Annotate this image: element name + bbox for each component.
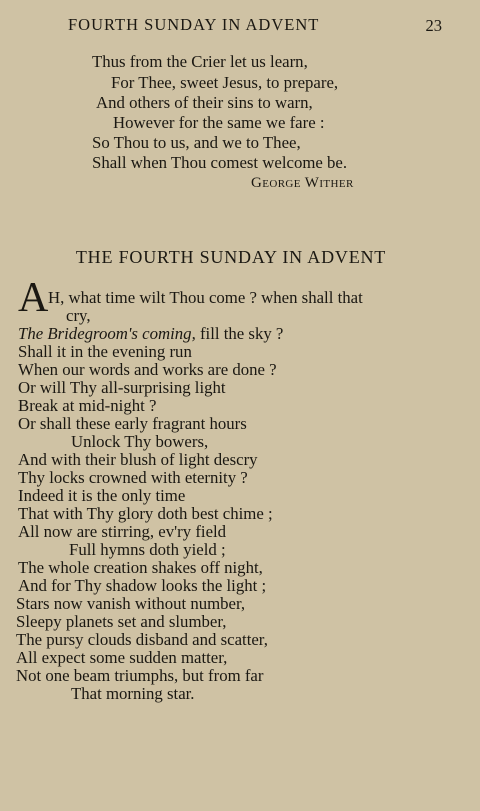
poem2-line: When our words and works are done ? <box>18 360 277 379</box>
poem2-line: The pursy clouds disband and scatter, <box>16 630 268 649</box>
poem2-first-line: H, what time wilt Thou come ? when shall that <box>48 288 363 307</box>
poem2-line-3-italic: The Bridegroom's coming, <box>18 324 196 343</box>
poem2-line: And with their blush of light descry <box>18 450 258 469</box>
poem2-line: Stars now vanish without number, <box>16 594 246 613</box>
poem2-line: All expect some sudden matter, <box>16 648 228 667</box>
poem2-line: Unlock Thy bowers, <box>71 432 209 451</box>
poem2-line: All now are stirring, ev'ry field <box>18 522 227 541</box>
section-title <box>0 247 420 268</box>
poem2-line-3-rest: fill the sky ? <box>195 324 284 343</box>
poem2-line: Full hymns doth yield ; <box>69 540 226 559</box>
poem1-line: And others of their sins to warn, <box>96 93 313 112</box>
poem2-line: Or will Thy all-surprising light <box>18 378 226 397</box>
section-title-text: THE FOURTH SUNDAY IN ADVENT <box>75 247 387 267</box>
poem2-line: And for Thy shadow looks the light ; <box>18 576 267 595</box>
poem2-line: Not one beam triumphs, but from far <box>16 666 264 685</box>
poem1-line: Thus from the Crier let us learn, <box>92 52 308 71</box>
poem2-line: Break at mid-night ? <box>18 396 157 415</box>
poem2-line: Or shall these early fragrant hours <box>18 414 247 433</box>
poem1-line: For Thee, sweet Jesus, to prepare, <box>111 73 339 92</box>
poem2-line: Sleepy planets set and slumber, <box>16 612 227 631</box>
poem2-line: That with Thy glory doth best chime ; <box>18 504 273 523</box>
poem2-first-line-cont: cry, <box>66 306 91 325</box>
poem2-line: That morning star. <box>71 684 195 703</box>
poem2-line: Shall it in the evening run <box>18 342 192 361</box>
poem1-line: However for the same we fare : <box>113 113 325 132</box>
poem1-line: Shall when Thou comest welcome be. <box>92 153 348 172</box>
drop-cap: A <box>18 275 49 321</box>
page-number: 23 <box>425 16 442 35</box>
poem2-line: Thy locks crowned with eternity ? <box>18 468 248 487</box>
poem2-line: The whole creation shakes off night, <box>18 558 263 577</box>
poem2-line: Indeed it is the only time <box>18 486 186 505</box>
poem1-line: So Thou to us, and we to Thee, <box>92 133 301 152</box>
poem1-attribution: George Wither <box>251 175 354 191</box>
running-title: FOURTH SUNDAY IN ADVENT <box>68 15 320 34</box>
poem2-line-3 <box>18 324 283 344</box>
